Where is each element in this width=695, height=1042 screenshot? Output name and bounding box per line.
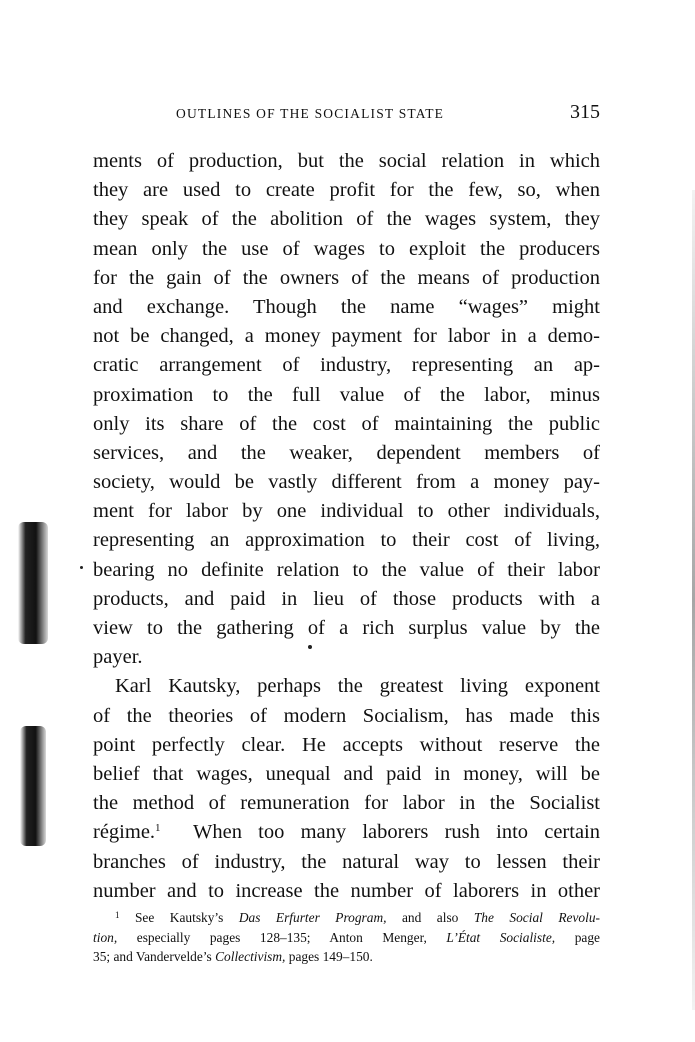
footnote-text: 35; and Vandervelde’s [93, 949, 216, 964]
footnote-text: page [555, 929, 600, 945]
footnote-title: The Social Revolu- [473, 910, 600, 925]
regime-rest: When too many laborers rush into certain [193, 821, 600, 844]
binding-shadow-lower [20, 726, 46, 846]
text-line: products, and paid in lieu of those products with a [93, 587, 600, 610]
text-line: of the theories of modern Socialism, has made this [93, 704, 600, 727]
footnote-text: and also [386, 910, 474, 925]
text-line: mean only the use of wages to exploit the producers [93, 237, 600, 260]
footnote-text: especially pages 128–135; Anton Menger, [117, 929, 447, 945]
text-line: number and to increase the number of laborers in other [93, 879, 600, 902]
text-line: services, and the weaker, dependent members of [93, 441, 600, 464]
text-line: the method of remuneration for labor in the Socialist [93, 792, 600, 815]
footnote-title: Collectivism, [215, 949, 286, 964]
text-line: only its share of the cost of maintaining the public [93, 412, 600, 435]
text-line: they are used to create profit for the few, so, when [93, 179, 600, 202]
text-line: Karl Kautsky, perhaps the greatest living exponent [115, 675, 600, 698]
footnote-line [93, 947, 600, 967]
footnote-line [93, 908, 600, 928]
footnote-text: See Kautsky’s [134, 910, 239, 925]
regime-word: régime. [93, 821, 156, 844]
text-line: view to the gathering of a rich surplus value by the [93, 617, 600, 639]
footnote [93, 908, 600, 967]
text-line: and exchange. Though the name “wages” might [93, 295, 600, 318]
page-header [176, 103, 600, 127]
text-line: they speak of the abolition of the wages system, they [93, 208, 600, 231]
text-line: branches of industry, the natural way to lessen their [93, 850, 600, 873]
text-line: point perfectly clear. He accepts without reserve the [93, 733, 600, 756]
footnote-line [93, 928, 600, 948]
text-line: representing an approximation to their cost of living, [93, 529, 600, 552]
footnote-reference: 1 [155, 822, 161, 835]
binding-shadow-upper [18, 522, 48, 644]
text-line-regime [93, 818, 600, 847]
text-line: ments of production, but the social relation in which [93, 150, 600, 172]
text-line: cratic arrangement of industry, representing an ap- [93, 354, 600, 377]
text-line: payer. [93, 646, 143, 669]
text-line: ment for labor by one individual to other individuals, [93, 500, 600, 523]
text-line: for the gain of the owners of the means of production [93, 266, 600, 289]
text-line: not be changed, a money payment for labor in a demo- [93, 325, 600, 348]
footnote-text: pages 149–150. [285, 949, 373, 964]
body-text [93, 147, 600, 906]
text-line: society, would be vastly different from a money pay- [93, 471, 600, 494]
footnote-marker: 1 [115, 910, 120, 920]
text-line: bearing no definite relation to the value of their labor [93, 558, 600, 581]
page-number: 315 [570, 101, 600, 123]
footnote-title: tion, [93, 929, 118, 945]
ink-speck [80, 566, 83, 569]
footnote-title: Das Erfurter Program, [238, 910, 387, 925]
text-line: proximation to the full value of the labor, minus [93, 383, 600, 406]
running-head: OUTLINES OF THE SOCIALIST STATE [176, 106, 445, 121]
text-line: belief that wages, unequal and paid in money, will be [93, 762, 600, 785]
footnote-title: L’État Socialiste, [446, 929, 556, 945]
